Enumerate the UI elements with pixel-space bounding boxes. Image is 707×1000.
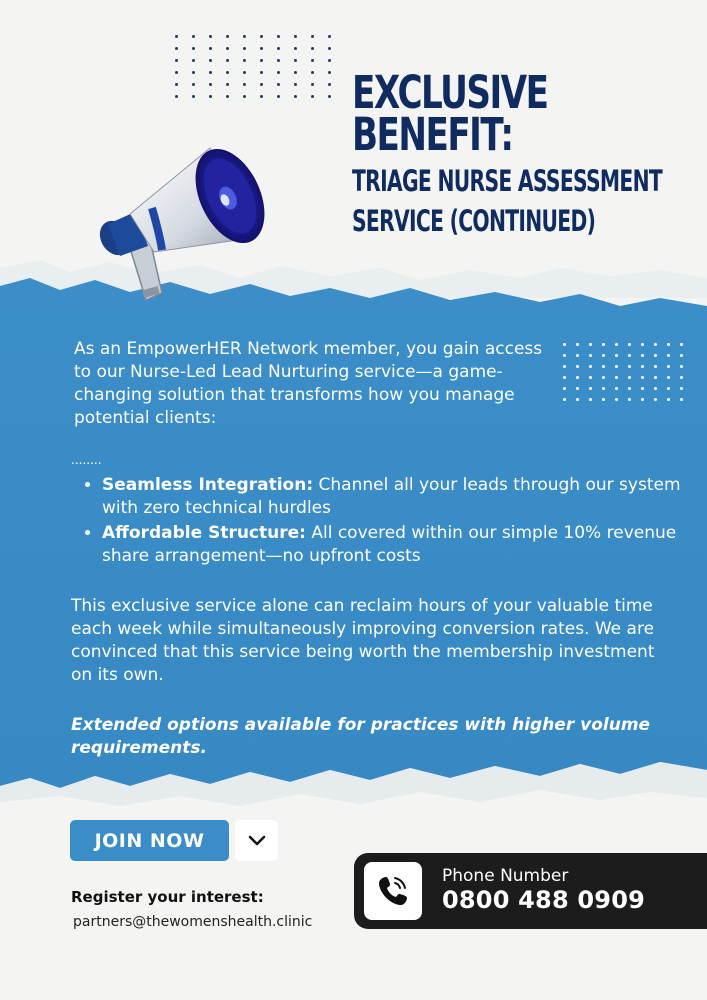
bullet-text: Channel all your leads through our system with zero technical hurdles — [102, 475, 681, 518]
phone-contact-box — [354, 853, 707, 929]
subtitle-line-2: SERVICE (CONTINUED) — [352, 204, 596, 238]
headline-line-2: BENEFIT: — [352, 108, 513, 161]
ellipsis-text: ........ — [71, 453, 102, 467]
bullet-text: All covered within our simple 10% revenue share arrangement—no upfront costs — [102, 523, 677, 566]
extended-options-note: Extended options available for practices with higher volume requirements. — [71, 715, 651, 758]
headline-line-1: EXCLUSIVE — [352, 66, 548, 119]
bullet-title: Seamless Integration: — [102, 475, 314, 495]
phone-number[interactable]: 0800 488 0909 — [442, 886, 646, 914]
register-label: Register your interest: — [71, 888, 264, 906]
phone-icon-container — [364, 862, 422, 920]
benefit-list — [72, 474, 692, 570]
dropdown-toggle-button[interactable] — [235, 820, 278, 861]
join-now-button[interactable]: JOIN NOW — [70, 820, 229, 861]
email-link[interactable]: partners@thewomenshealth.clinic — [73, 914, 313, 930]
list-item — [102, 474, 692, 520]
chevron-down-icon — [248, 835, 266, 847]
list-item — [102, 522, 692, 568]
phone-icon — [375, 873, 411, 909]
subtitle-line-1: TRIAGE NURSE ASSESSMENT — [352, 164, 663, 198]
intro-text: As an EmpowerHER Network member, you gain access to our Nurse-Led Lead Nurturing service—a game-changing solution that transforms how you manage potential clients: — [74, 339, 543, 428]
phone-label: Phone Number — [442, 866, 569, 886]
bullet-title: Affordable Structure: — [102, 523, 306, 543]
body-paragraph: This exclusive service alone can reclaim hours of your valuable time each week while simultaneously improving conversion rates. We are convinced that this service being worth the membership investment on its own. — [71, 596, 655, 685]
